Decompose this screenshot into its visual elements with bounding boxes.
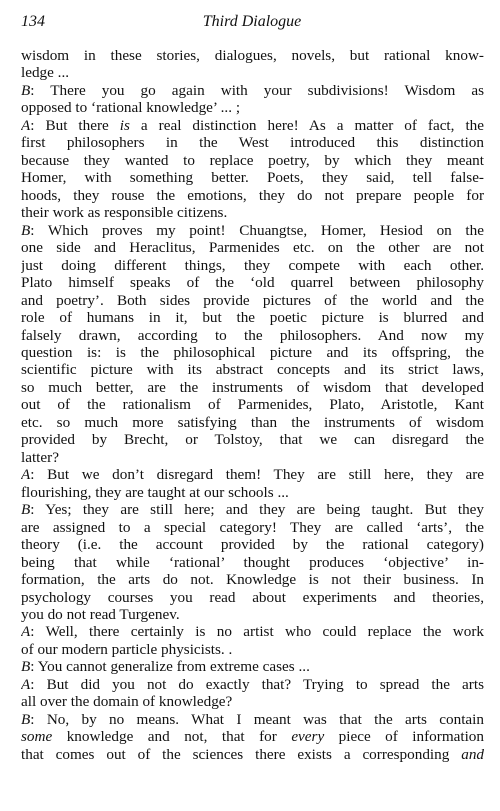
text-segment: you do not read Turgenev. xyxy=(21,606,180,623)
text-segment: because they wanted to replace poetry, by which they meant xyxy=(21,151,484,169)
text-line xyxy=(21,676,484,693)
italic-text: B xyxy=(21,658,31,676)
text-line xyxy=(21,117,484,134)
text-line xyxy=(21,554,484,571)
text-segment: of our modern particle physicists. . xyxy=(21,640,233,658)
text-line xyxy=(21,134,484,151)
text-line xyxy=(21,414,484,431)
italic-text: B xyxy=(21,81,31,99)
text-line xyxy=(21,484,484,501)
text-line xyxy=(21,257,484,274)
italic-text: every xyxy=(291,728,325,746)
text-line xyxy=(21,152,484,169)
text-line xyxy=(21,519,484,536)
text-line xyxy=(21,571,484,588)
text-line xyxy=(21,431,484,448)
italic-text: B xyxy=(21,221,31,239)
text-segment: wisdom in these stories, dialogues, novels, but rational know- xyxy=(21,47,484,64)
text-segment: falsely drawn, according to the philosophers. And now my xyxy=(21,326,484,344)
text-segment: : But we don’t disregard them! They are still here, they are xyxy=(30,466,484,484)
text-line xyxy=(21,658,484,675)
text-segment: that comes out of the sciences there exists a corresponding xyxy=(21,745,462,763)
text-line xyxy=(21,99,484,116)
italic-text: B xyxy=(21,501,31,519)
text-segment: : No, by no means. What I meant was that the arts contain xyxy=(30,710,484,728)
text-line xyxy=(21,466,484,483)
text-line xyxy=(21,623,484,640)
text-segment: : You cannot generalize from extreme cases ... xyxy=(30,658,310,676)
text-line xyxy=(21,746,484,763)
text-line xyxy=(21,361,484,378)
text-segment: Homer, with something better. Poets, they said, tell false- xyxy=(21,169,484,187)
text-line xyxy=(21,309,484,326)
text-line xyxy=(21,169,484,186)
italic-text: A xyxy=(21,116,31,134)
text-line xyxy=(21,606,484,623)
italic-text: A xyxy=(21,466,31,484)
italic-text: some xyxy=(21,728,53,746)
text-line xyxy=(21,64,484,81)
text-line xyxy=(21,187,484,204)
text-segment: : Which proves my point! Chuangtse, Homer, Hesiod on the xyxy=(30,221,484,239)
text-line xyxy=(21,501,484,518)
text-line xyxy=(21,47,484,64)
text-segment: being that while ‘rational’ thought produces ‘objective’ in- xyxy=(21,553,484,571)
italic-text: and xyxy=(461,745,484,763)
page-header xyxy=(21,13,483,35)
text-segment: hoods, they rouse the emotions, they do not prepare people for xyxy=(21,186,484,204)
text-line xyxy=(21,536,484,553)
text-line xyxy=(21,693,484,710)
italic-text: A xyxy=(21,623,31,641)
text-line xyxy=(21,239,484,256)
text-segment: provided by Brecht, or Tolstoy, that we can disregard the xyxy=(21,431,484,449)
text-segment: are assigned to a special category! They are called ‘arts’, the xyxy=(21,518,484,536)
italic-text: B xyxy=(21,710,31,728)
text-segment: so much better, are the instruments of wisdom that developed xyxy=(21,378,484,396)
text-segment: : There you go again with your subdivisions! Wisdom as xyxy=(30,81,484,99)
text-segment: their work as responsible citizens. xyxy=(21,204,228,222)
text-line xyxy=(21,641,484,658)
text-line xyxy=(21,449,484,466)
text-segment: role of humans in it, but the poetic picture is blurred and xyxy=(21,309,484,327)
text-line xyxy=(21,396,484,413)
text-line xyxy=(21,728,484,745)
text-line xyxy=(21,82,484,99)
text-segment: latter? xyxy=(21,448,59,466)
text-line xyxy=(21,344,484,361)
text-segment: : Well, there certainly is no artist who could replace the work xyxy=(30,623,484,641)
text-segment: piece of information xyxy=(324,728,484,746)
text-line xyxy=(21,274,484,291)
text-segment: one side and Heraclitus, Parmenides etc. on the other are not xyxy=(21,239,484,257)
text-segment: formation, the arts do not. Knowledge is not their business. In xyxy=(21,571,484,589)
italic-text: A xyxy=(21,675,31,693)
text-line xyxy=(21,589,484,606)
dialogue-text xyxy=(21,47,484,763)
text-segment: out of the rationalism of Parmenides, Plato, Aristotle, Kant xyxy=(21,396,484,414)
text-line xyxy=(21,327,484,344)
text-segment: Plato himself speaks of the ‘old quarrel between philosophy xyxy=(21,274,484,292)
text-line xyxy=(21,222,484,239)
running-head: Third Dialogue xyxy=(202,13,302,30)
text-segment: : But there xyxy=(30,116,120,134)
text-segment: a real distinction here! As a matter of fact, the xyxy=(129,116,484,134)
text-segment: all over the domain of knowledge? xyxy=(21,693,233,711)
text-segment: : But did you not do exactly that? Trying to spread the arts xyxy=(30,675,484,693)
text-segment: and poetry’. Both sides provide pictures of the world and the xyxy=(21,291,484,309)
text-line xyxy=(21,204,484,221)
text-segment: knowledge and not, that for xyxy=(52,728,292,746)
text-segment: ledge ... xyxy=(21,64,70,82)
text-line xyxy=(21,711,484,728)
text-segment: : Yes; they are still here; and they are being taught. But they xyxy=(30,501,484,519)
text-segment: just doing different things, they compete with each other. xyxy=(21,256,484,274)
italic-text: is xyxy=(119,116,130,134)
text-segment: first philosophers in the West introduced this distinction xyxy=(21,134,484,152)
text-segment: flourishing, they are taught at our schools ... xyxy=(21,483,289,501)
text-line xyxy=(21,379,484,396)
text-segment: psychology courses you read about experiments and theories, xyxy=(21,588,484,606)
page-number: 134 xyxy=(21,13,45,30)
text-segment: question is: is the philosophical picture and its offspring, the xyxy=(21,343,484,361)
text-segment: etc. so much more satisfying than the instruments of wisdom xyxy=(21,413,484,431)
text-segment: opposed to ‘rational knowledge’ ... ; xyxy=(21,99,241,117)
text-segment: theory (i.e. the account provided by the rational category) xyxy=(21,536,484,554)
text-segment: scientific picture with its abstract concepts and its strict laws, xyxy=(21,361,484,379)
text-line xyxy=(21,292,484,309)
